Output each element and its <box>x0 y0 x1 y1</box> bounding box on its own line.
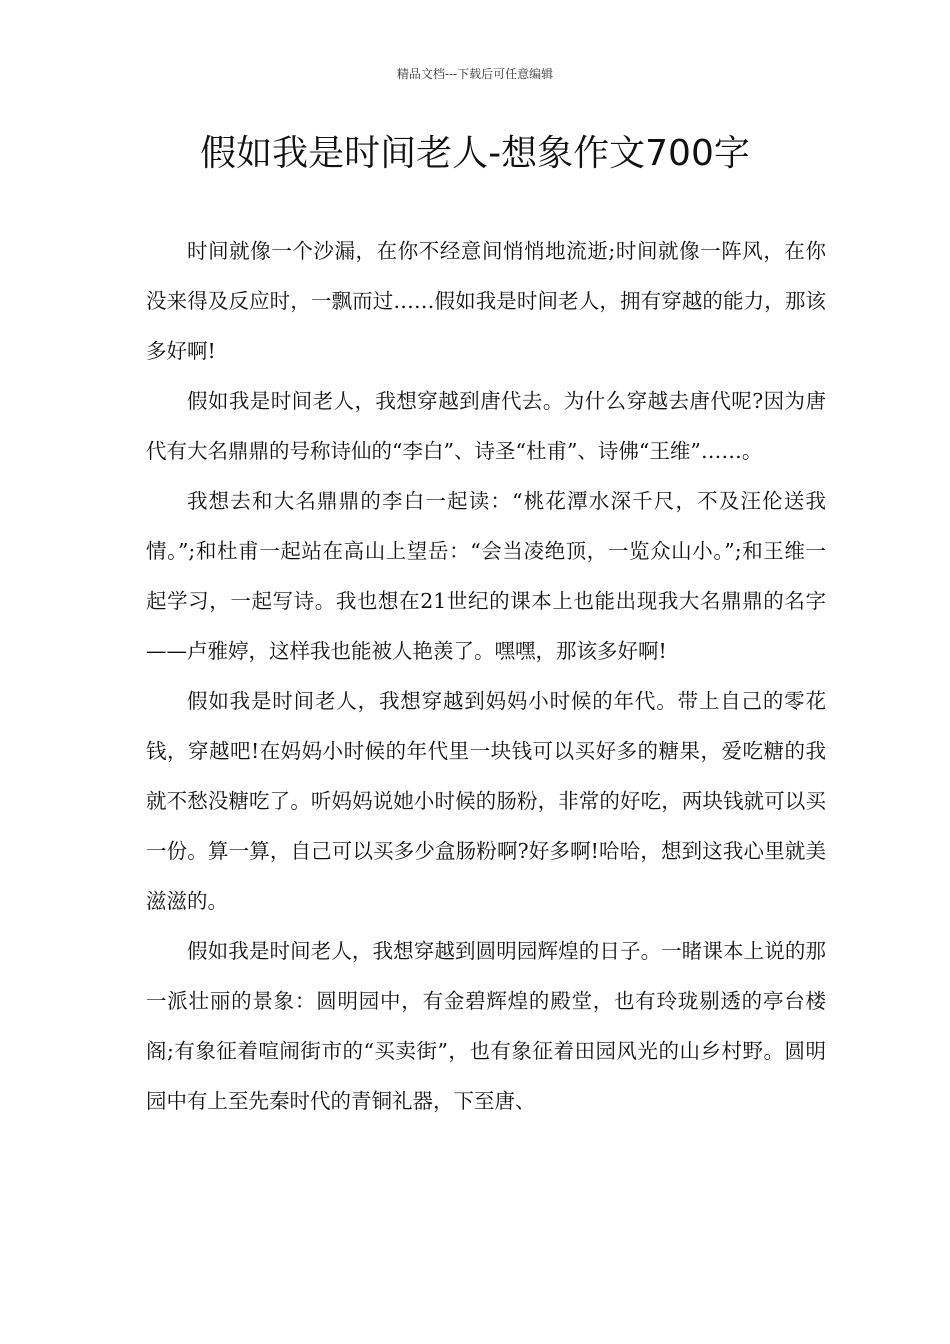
paragraph-5: 假如我是时间老人，我想穿越到圆明园辉煌的日子。一睹课本上说的那一派壮丽的景象：圆明园中，有金碧辉煌的殿堂，也有玲珑剔透的亭台楼阁;有象征着喧闹街市的“买卖街”，也有象征着田园风光的山乡村野。圆明园中有上至先秦时代的青铜礼器，下至唐、 <box>146 939 826 1113</box>
document-title: 假如我是时间老人-想象作文700字 <box>200 133 750 174</box>
paragraph-2: 假如我是时间老人，我想穿越到唐代去。为什么穿越去唐代呢?因为唐代有大名鼎鼎的号称诗仙的“李白”、诗圣“杜甫”、诗佛“王维”……。 <box>146 389 826 463</box>
paragraph-1: 时间就像一个沙漏，在你不经意间悄悄地流逝;时间就像一阵风，在你没来得及反应时，一飘而过……假如我是时间老人，拥有穿越的能力，那该多好啊! <box>146 239 826 363</box>
paragraph-3: 我想去和大名鼎鼎的李白一起读：“桃花潭水深千尺，不及汪伦送我情。”;和杜甫一起站在高山上望岳：“会当凌绝顶，一览众山小。”;和王维一起学习，一起写诗。我也想在21世纪的课本上也能出现我大名鼎鼎的名字——卢雅婷，这样我也能被人艳羡了。嘿嘿，那该多好啊! <box>146 489 826 663</box>
paragraph-4: 假如我是时间老人，我想穿越到妈妈小时候的年代。带上自己的零花钱，穿越吧!在妈妈小时候的年代里一块钱可以买好多的糖果，爱吃糖的我就不愁没糖吃了。听妈妈说她小时候的肠粉，非常的好吃，两块钱就可以买一份。算一算，自己可以买多少盒肠粉啊?好多啊!哈哈，想到这我心里就美滋滋的。 <box>146 689 826 913</box>
document-body <box>146 226 826 1126</box>
header-note: 精品文档---下载后可任意编辑 <box>396 67 554 81</box>
